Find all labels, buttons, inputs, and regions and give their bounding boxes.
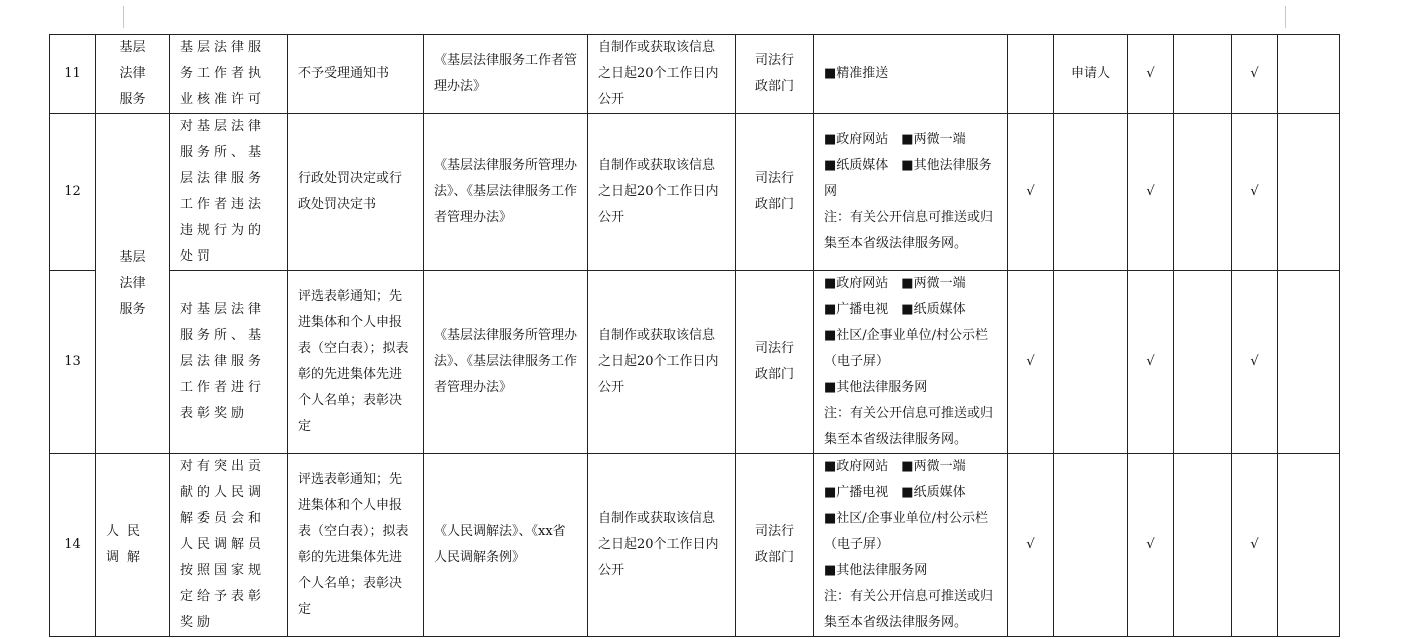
timeline-cell: 自制作或获取该信息之日起20个工作日内公开 bbox=[588, 35, 736, 114]
active-cell: √ bbox=[1128, 35, 1174, 114]
disclosure-table bbox=[49, 34, 1340, 637]
county-cell: √ bbox=[1232, 271, 1278, 454]
timeline-cell: 自制作或获取该信息之日起20个工作日内公开 bbox=[588, 271, 736, 454]
category-cell: 人民调解 bbox=[96, 454, 170, 637]
town-cell bbox=[1278, 454, 1340, 637]
active-cell: √ bbox=[1128, 114, 1174, 271]
content-cell: 行政处罚决定或行政处罚决定书 bbox=[288, 114, 424, 271]
basis-cell: 《基层法律服务工作者管理办法》 bbox=[424, 35, 588, 114]
active-cell: √ bbox=[1128, 454, 1174, 637]
scope-all-cell: √ bbox=[1008, 114, 1054, 271]
on-request-cell bbox=[1174, 35, 1232, 114]
timeline-cell: 自制作或获取该信息之日起20个工作日内公开 bbox=[588, 454, 736, 637]
on-request-cell bbox=[1174, 271, 1232, 454]
scope-all-cell bbox=[1008, 35, 1054, 114]
on-request-cell bbox=[1174, 114, 1232, 271]
scope-specific-cell: 申请人 bbox=[1054, 35, 1128, 114]
right-margin-mark bbox=[1285, 6, 1286, 28]
on-request-cell bbox=[1174, 454, 1232, 637]
basis-cell: 《基层法律服务所管理办法》、《基层法律服务工作者管理办法》 bbox=[424, 271, 588, 454]
subject-cell: 司法行 政部门 bbox=[736, 271, 814, 454]
channels-cell: ■政府网站 ■两微一端 ■纸质媒体 ■其他法律服务网 注：有关公开信息可推送或归集至本省级法律服务网。 bbox=[814, 114, 1008, 271]
subject-cell: 司法行 政部门 bbox=[736, 454, 814, 637]
channels-cell: ■精准推送 bbox=[814, 35, 1008, 114]
table-row bbox=[50, 114, 1340, 271]
town-cell bbox=[1278, 271, 1340, 454]
county-cell: √ bbox=[1232, 114, 1278, 271]
subject-cell: 司法行 政部门 bbox=[736, 114, 814, 271]
basis-cell: 《人民调解法》、《xx省人民调解条例》 bbox=[424, 454, 588, 637]
left-margin-mark bbox=[123, 6, 124, 28]
subject-cell: 司法行 政部门 bbox=[736, 35, 814, 114]
town-cell bbox=[1278, 35, 1340, 114]
row-number: 13 bbox=[50, 271, 96, 454]
row-number: 12 bbox=[50, 114, 96, 271]
item-cell: 对有突出贡献的人民调解委员会和人民调解员按照国家规定给予表彰奖励 bbox=[170, 454, 288, 637]
scope-specific-cell bbox=[1054, 271, 1128, 454]
county-cell: √ bbox=[1232, 454, 1278, 637]
table-row bbox=[50, 454, 1340, 637]
channels-cell: ■政府网站 ■两微一端 ■广播电视 ■纸质媒体 ■社区/企事业单位/村公示栏（电子屏） ■其他法律服务网 注：有关公开信息可推送或归集至本省级法律服务网。 bbox=[814, 454, 1008, 637]
category-cell: 基层 法律 服务 bbox=[96, 114, 170, 454]
content-cell: 评选表彰通知；先进集体和个人申报表（空白表）；拟表彰的先进集体先进个人名单；表彰决定 bbox=[288, 454, 424, 637]
row-number: 11 bbox=[50, 35, 96, 114]
item-cell: 对基层法律服务所、基层法律服务工作者进行表彰奖励 bbox=[170, 271, 288, 454]
table-row bbox=[50, 35, 1340, 114]
item-cell: 对基层法律服务所、基层法律服务工作者违法违规行为的处罚 bbox=[170, 114, 288, 271]
table-row bbox=[50, 271, 1340, 454]
item-cell: 基层法律服务工作者执业核准许可 bbox=[170, 35, 288, 114]
county-cell: √ bbox=[1232, 35, 1278, 114]
row-number: 14 bbox=[50, 454, 96, 637]
content-cell: 不予受理通知书 bbox=[288, 35, 424, 114]
category-cell: 基层 法律 服务 bbox=[96, 35, 170, 114]
active-cell: √ bbox=[1128, 271, 1174, 454]
scope-all-cell: √ bbox=[1008, 271, 1054, 454]
scope-specific-cell bbox=[1054, 114, 1128, 271]
scope-specific-cell bbox=[1054, 454, 1128, 637]
content-cell: 评选表彰通知；先进集体和个人申报表（空白表）；拟表彰的先进集体先进个人名单；表彰决定 bbox=[288, 271, 424, 454]
scope-all-cell: √ bbox=[1008, 454, 1054, 637]
basis-cell: 《基层法律服务所管理办法》、《基层法律服务工作者管理办法》 bbox=[424, 114, 588, 271]
channels-cell: ■政府网站 ■两微一端 ■广播电视 ■纸质媒体 ■社区/企事业单位/村公示栏（电子屏） ■其他法律服务网 注：有关公开信息可推送或归集至本省级法律服务网。 bbox=[814, 271, 1008, 454]
town-cell bbox=[1278, 114, 1340, 271]
timeline-cell: 自制作或获取该信息之日起20个工作日内公开 bbox=[588, 114, 736, 271]
